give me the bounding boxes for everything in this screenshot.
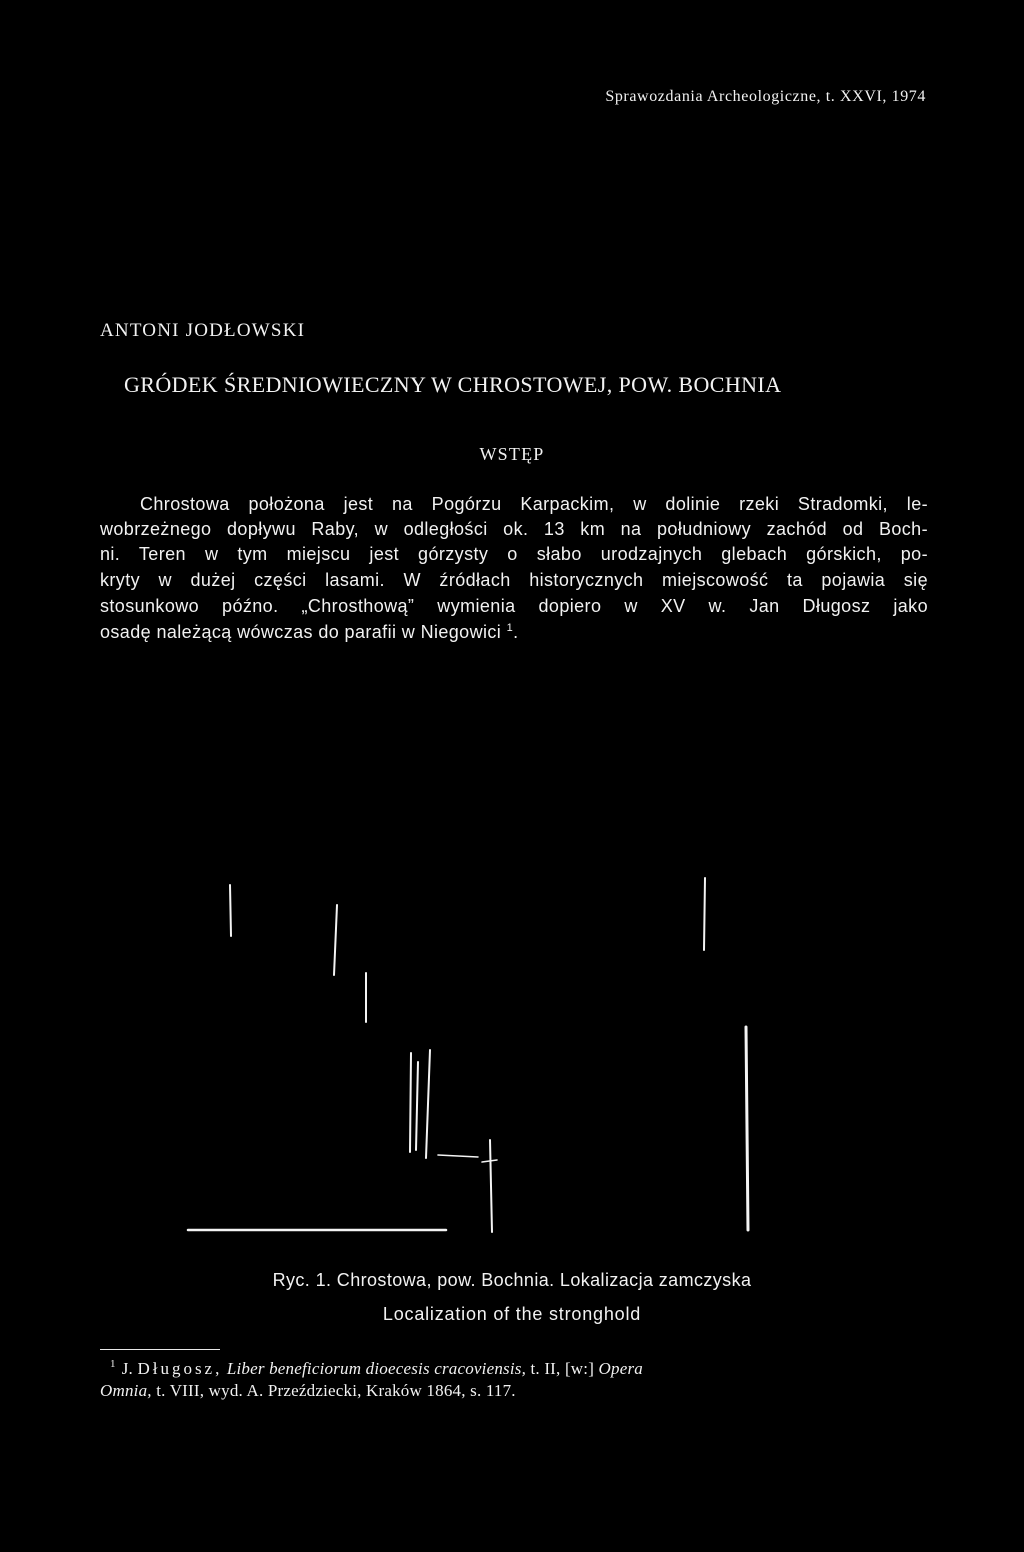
body-line-text: osadę należącą wówczas do parafii w Niegowici <box>100 622 502 642</box>
map-line <box>482 1160 497 1162</box>
map-line <box>410 1053 411 1152</box>
footnote-mark: 1 <box>110 1358 116 1371</box>
footnote-author-initial: J. <box>121 1359 133 1378</box>
figure-caption: Ryc. 1. Chrostowa, pow. Bochnia. Lokalizacja zamczyska <box>272 1270 752 1290</box>
article-title: GRÓDEK ŚREDNIOWIECZNY W CHROSTOWEJ, POW. BOCHNIA <box>124 372 782 397</box>
footnote-work-title: Liber beneficiorum dioecesis cracoviensis, <box>226 1359 527 1378</box>
footnote-continuation <box>100 1380 928 1402</box>
footnote-author-surname: Długosz, <box>137 1359 223 1378</box>
footnote-series-title: Opera <box>598 1359 643 1378</box>
figure-caption-english: Localization of the stronghold <box>382 1304 642 1324</box>
footnote <box>100 1358 928 1380</box>
map-line <box>230 885 231 936</box>
map-line <box>416 1062 418 1150</box>
section-heading: WSTĘP <box>479 444 545 464</box>
footnote-reference: 1 <box>506 622 514 634</box>
footnote-series-title-cont: Omnia, <box>100 1381 152 1400</box>
map-line <box>746 1027 748 1230</box>
body-line: Chrostowa położona jest na Pogórzu Karpackim, w dolinie rzeki Stradomki, le- <box>140 494 928 514</box>
map-line <box>438 1155 478 1157</box>
map-line <box>426 1050 430 1158</box>
body-line: wobrzeżnego dopływu Raby, w odległości ok. 13 km na południowy zachód od Boch- <box>100 519 928 539</box>
body-line: kryty w dużej części lasami. W źródłach historycznych miejscowość ta pojawia się <box>100 570 928 590</box>
footnote-volume: t. II, [w:] <box>530 1359 595 1378</box>
footnote-publication-details: t. VIII, wyd. A. Przeździecki, Kraków 1864, s. 117. <box>156 1381 516 1400</box>
location-map-figure <box>0 870 1024 1250</box>
running-header: Sprawozdania Archeologiczne, t. XXVI, 1974 <box>605 88 926 105</box>
body-line-last: osadę należącą wówczas do parafii w Niegowici $^1$. <box>100 622 519 642</box>
map-line <box>490 1140 492 1232</box>
map-line <box>334 905 337 975</box>
footnote-divider <box>100 1349 220 1350</box>
author-name: ANTONI JODŁOWSKI <box>100 320 306 341</box>
body-line: stosunkowo późno. „Chrosthową” wymienia dopiero w XV w. Jan Długosz jako <box>100 596 928 616</box>
body-line: ni. Teren w tym miejscu jest górzysty o słabo urodzajnych glebach górskich, po- <box>100 544 928 564</box>
map-line <box>704 878 705 950</box>
